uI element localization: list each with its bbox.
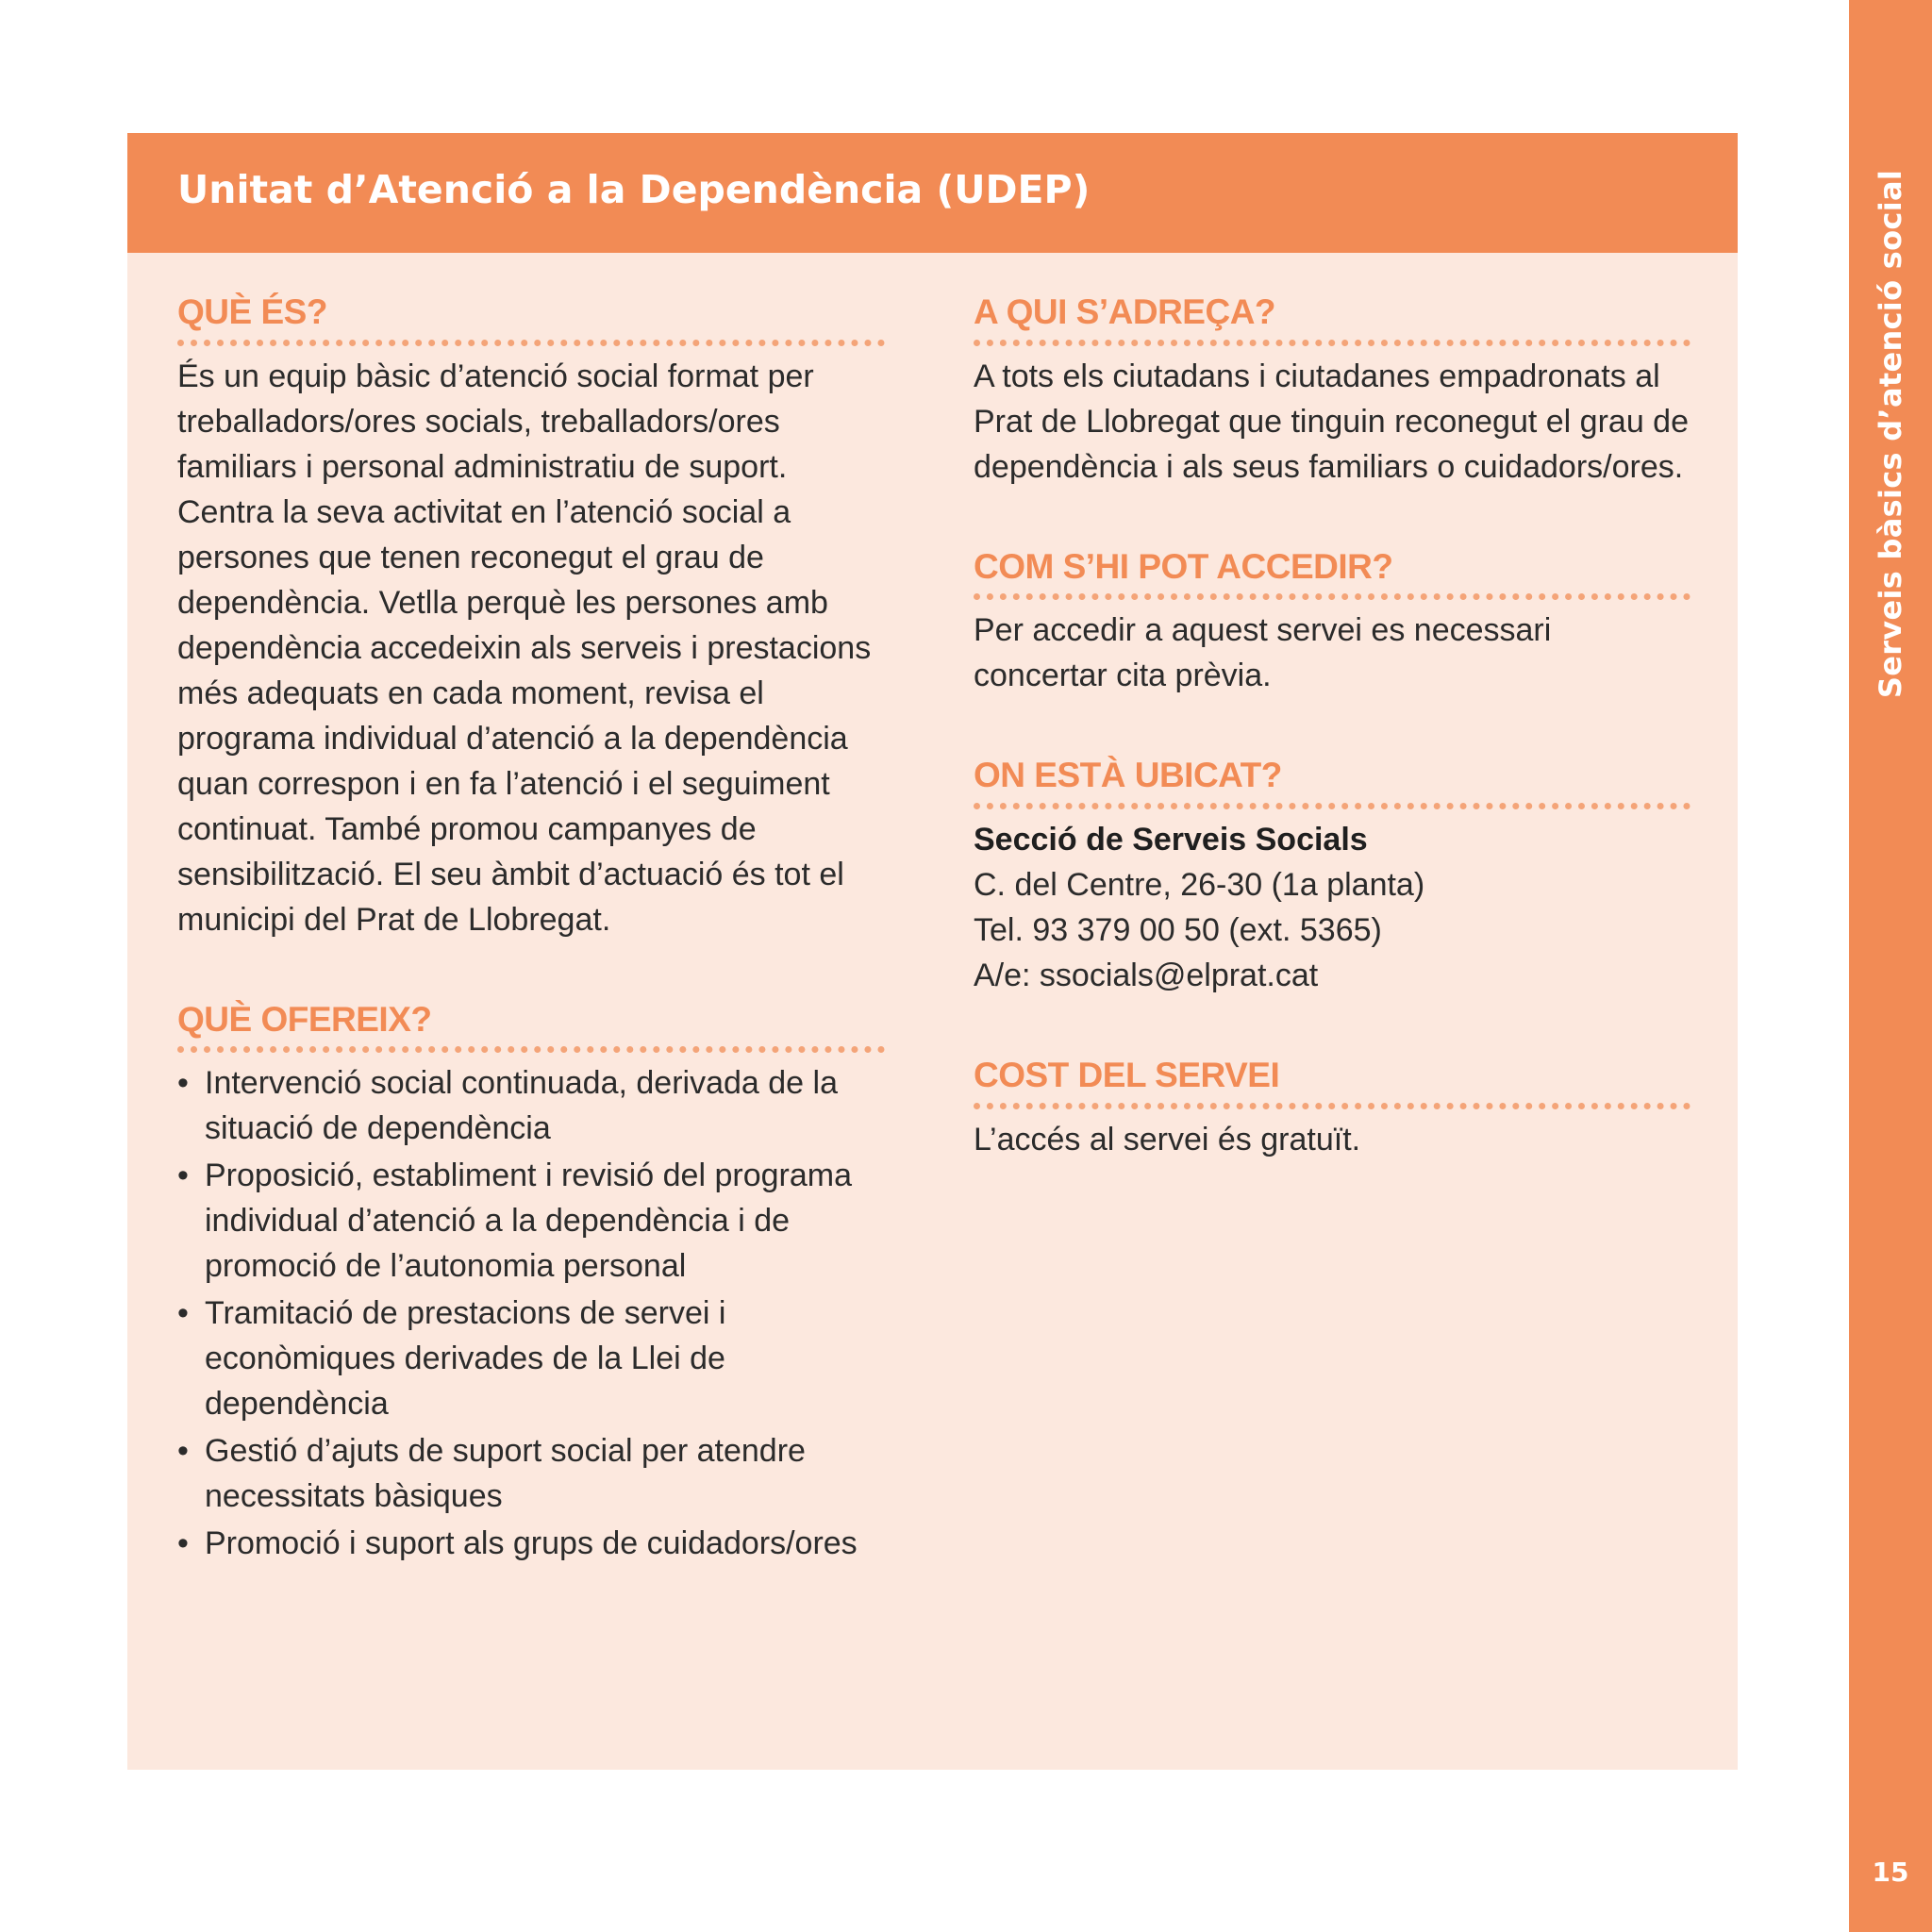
- list-item: [177, 1291, 885, 1426]
- bullet-icon: •: [177, 1295, 189, 1332]
- que-es-text: És un equip bàsic d’atenció social format per treballadors/ores socials, treballadors/ores familiars i personal administratiu de suport. Centra la seva activitat en l’atenció social a persones que tenen reconegut el grau de dependència. Vetlla perquè les persones amb dependència accedeixin als serveis i prestacions més adequats en cada moment, revisa el programa individual d’atenció a la dependència quan correspon i en fa l’atenció i el seguiment continuat. També promou campanyes de sensibilització. El seu àmbit d’actuació és tot el municipi del Prat de Llobregat.: [177, 358, 872, 938]
- dotted-divider: [974, 1103, 1690, 1109]
- dotted-divider: [177, 340, 885, 346]
- list-item-text: Promoció i suport als grups de cuidadors/ores: [205, 1525, 858, 1562]
- location-phone: Tel. 93 379 00 50 (ext. 5365): [974, 912, 1382, 949]
- list-item-text: Intervenció social continuada, derivada de la situació de dependència: [205, 1065, 838, 1147]
- list-item-text: Proposició, establiment i revisió del programa individual d’atenció a la dependència i de promoció de l’autonomia personal: [205, 1158, 852, 1285]
- list-item-text: Tramitació de prestacions de servei i econòmiques derivades de la Llei de dependència: [205, 1295, 726, 1423]
- a-qui-text: A tots els ciutadans i ciutadanes empadronats al Prat de Llobregat que tinguin reconegut el grau de dependència i als seus familiars o cuidadors/ores.: [974, 358, 1689, 485]
- section-cost: [974, 1057, 1690, 1162]
- page-number: 15: [1872, 1857, 1909, 1888]
- section-que-ofereix: [177, 1001, 885, 1567]
- list-item: [177, 1153, 885, 1289]
- section-heading-on-esta: ON ESTÀ UBICAT?: [974, 756, 1282, 795]
- service-card: [127, 133, 1738, 1770]
- section-a-qui: [974, 293, 1690, 490]
- offers-list: [177, 1060, 885, 1566]
- dotted-divider: [974, 593, 1690, 600]
- section-heading-cost: COST DEL SERVEI: [974, 1056, 1280, 1095]
- right-column: [974, 293, 1690, 1162]
- location-email: A/e: ssocials@elprat.cat: [974, 958, 1319, 994]
- section-com-accedir: [974, 548, 1690, 699]
- section-heading-que-ofereix: QUÈ OFEREIX?: [177, 999, 432, 1039]
- cost-text: L’accés al servei és gratuït.: [974, 1121, 1361, 1158]
- bullet-icon: •: [177, 1065, 189, 1102]
- card-title: Unitat d’Atenció a la Dependència (UDEP): [177, 167, 1091, 212]
- list-item-text: Gestió d’ajuts de suport social per atendre necessitats bàsiques: [205, 1433, 806, 1515]
- list-item: [177, 1521, 885, 1566]
- list-item: [177, 1428, 885, 1519]
- dotted-divider: [974, 340, 1690, 346]
- side-section-title: Serveis bàsics d’atenció social: [1873, 169, 1908, 699]
- list-item: [177, 1060, 885, 1151]
- bullet-icon: •: [177, 1433, 189, 1470]
- com-accedir-text: Per accedir a aquest servei es necessari concertar cita prèvia.: [974, 612, 1552, 694]
- section-que-es: [177, 293, 885, 942]
- section-heading-com-accedir: COM S’HI POT ACCEDIR?: [974, 546, 1393, 586]
- dotted-divider: [974, 803, 1690, 809]
- left-column: [177, 293, 885, 1568]
- section-on-esta: [974, 757, 1690, 998]
- card-header: [127, 133, 1738, 253]
- section-heading-que-es: QUÈ ÉS?: [177, 292, 327, 331]
- dotted-divider: [177, 1046, 885, 1053]
- location-address: C. del Centre, 26-30 (1a planta): [974, 867, 1425, 904]
- location-name: Secció de Serveis Socials: [974, 822, 1368, 858]
- bullet-icon: •: [177, 1525, 189, 1562]
- section-heading-a-qui: A QUI S’ADREÇA?: [974, 292, 1276, 331]
- bullet-icon: •: [177, 1158, 189, 1194]
